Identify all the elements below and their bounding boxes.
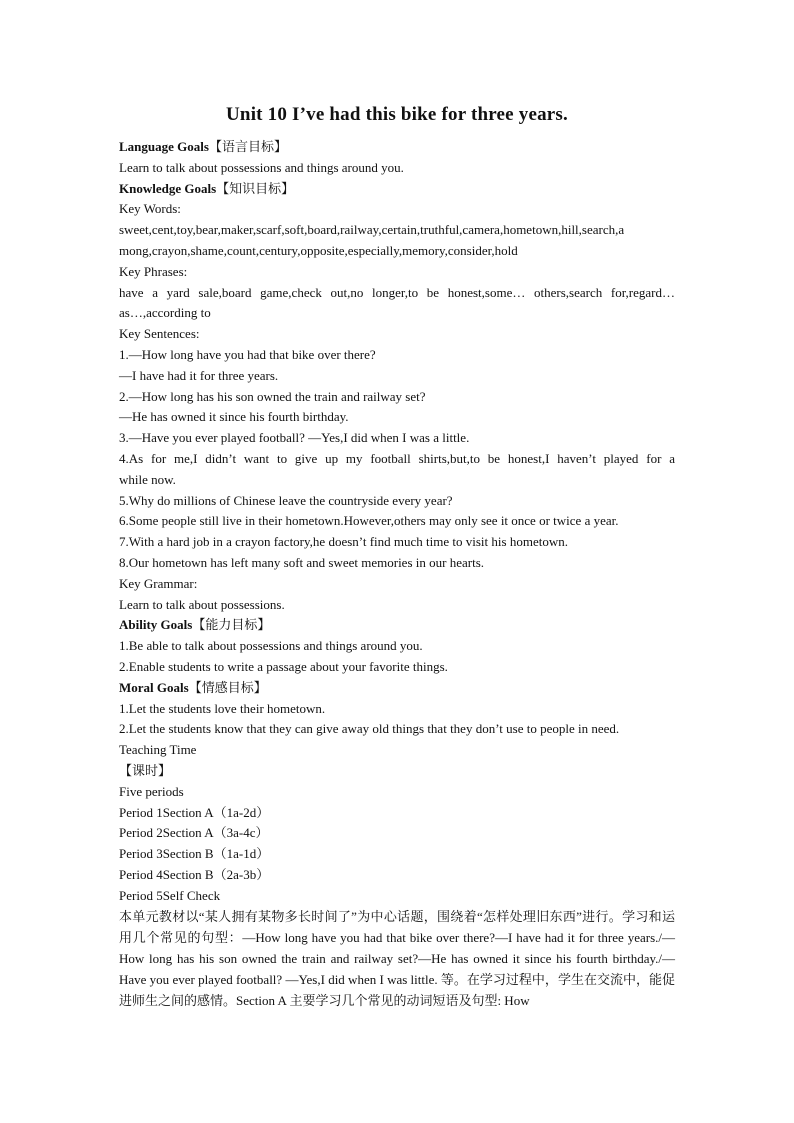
key-sentence: —I have had it for three years. xyxy=(119,367,279,383)
heading-en: Language Goals xyxy=(119,139,209,154)
key-sentence: while now. xyxy=(119,471,176,487)
heading-en: Knowledge Goals xyxy=(119,180,217,196)
period-item: Period 2Section A（3a-4c） xyxy=(119,825,269,841)
key-sentence: 2.—How long has his son owned the train and railway set? xyxy=(119,388,426,404)
moral-goal-item: 2.Let the students know that they can give away old things that they don’t use to people in need. xyxy=(119,721,620,737)
key-phrases-label: Key Phrases: xyxy=(119,263,188,279)
period-item: Period 1Section A（1a-2d） xyxy=(119,804,270,820)
key-phrases-line: have a yard sale,board game,check out,no longer,to be honest,some… others,search for,regard… xyxy=(119,284,675,300)
heading-en: Ability Goals xyxy=(119,617,193,633)
key-phrases-line: as…,according to xyxy=(119,305,211,321)
heading-cn: 【情感目标】 xyxy=(188,679,267,695)
heading-cn: 【能力目标】 xyxy=(192,617,271,633)
heading-cn: 【语言目标】 xyxy=(208,139,287,154)
key-sentence: 8.Our hometown has left many soft and sweet memories in our hearts. xyxy=(119,554,484,570)
key-words-line: sweet,cent,toy,bear,maker,scarf,soft,board,railway,certain,truthful,camera,hometown,hill,search,a xyxy=(119,222,625,238)
key-sentence: 7.With a hard job in a crayon factory,he doesn’t find much time to visit his hometown. xyxy=(119,534,568,550)
key-grammar-label: Key Grammar: xyxy=(119,575,198,591)
page-title: Unit 10 I’ve had this bike for three years. xyxy=(226,104,568,125)
period-item: Period 3Section B（1a-1d） xyxy=(119,846,270,862)
key-grammar-text: Learn to talk about possessions. xyxy=(119,596,285,612)
period-item: Period 5Self Check xyxy=(119,887,221,903)
document-body xyxy=(119,137,675,1011)
key-sentence: —He has owned it since his fourth birthday. xyxy=(119,409,349,425)
key-sentences-label: Key Sentences: xyxy=(119,326,200,342)
teaching-time-label: Teaching Time xyxy=(119,742,197,758)
knowledge-goals-heading xyxy=(119,179,675,200)
moral-goals-heading xyxy=(119,678,675,699)
key-sentence: 5.Why do millions of Chinese leave the countryside every year? xyxy=(119,492,453,508)
period-count: Five periods xyxy=(119,783,184,799)
key-sentence: 4.As for me,I didn’t want to give up my football shirts,but,to be honest,I haven’t played for a xyxy=(119,450,675,466)
heading-en: Moral Goals xyxy=(119,679,189,695)
overview-paragraph: 本单元教材以“某人拥有某物多长时间了”为中心话题，围绕着“怎样处理旧东西”进行。学习和运用几个常见的句型：—How long have you had that bike over there?—I have had it for three years./—How long has his son owned the train and railway set?—He has owned it since his fourth birthday./—Have you ever played football? —Yes,I did when I was little. 等。在学习过程中，学生在交流中，能促进师生之间的感情。Section A 主要学习几个常见的动词短语及句型: How xyxy=(119,909,675,1008)
ability-goal-item: 2.Enable students to write a passage about your favorite things. xyxy=(119,658,448,674)
ability-goal-item: 1.Be able to talk about possessions and things around you. xyxy=(119,638,423,654)
period-item: Period 4Section B（2a-3b） xyxy=(119,866,270,882)
heading-cn: 【知识目标】 xyxy=(216,180,295,196)
key-words-line: mong,crayon,shame,count,century,opposite,especially,memory,consider,hold xyxy=(119,242,518,258)
language-goals-heading xyxy=(119,137,675,158)
ability-goals-heading xyxy=(119,615,675,636)
language-goals-text: Learn to talk about possessions and things around you. xyxy=(119,159,404,175)
moral-goal-item: 1.Let the students love their hometown. xyxy=(119,700,326,716)
key-sentence: 3.—Have you ever played football? —Yes,I did when I was a little. xyxy=(119,430,470,446)
key-words-label: Key Words: xyxy=(119,201,181,217)
teaching-time-label-cn: 【课时】 xyxy=(119,762,172,778)
key-sentence: 6.Some people still live in their hometown.However,others may only see it once or twice a year. xyxy=(119,513,619,529)
key-sentence: 1.—How long have you had that bike over there? xyxy=(119,346,376,362)
